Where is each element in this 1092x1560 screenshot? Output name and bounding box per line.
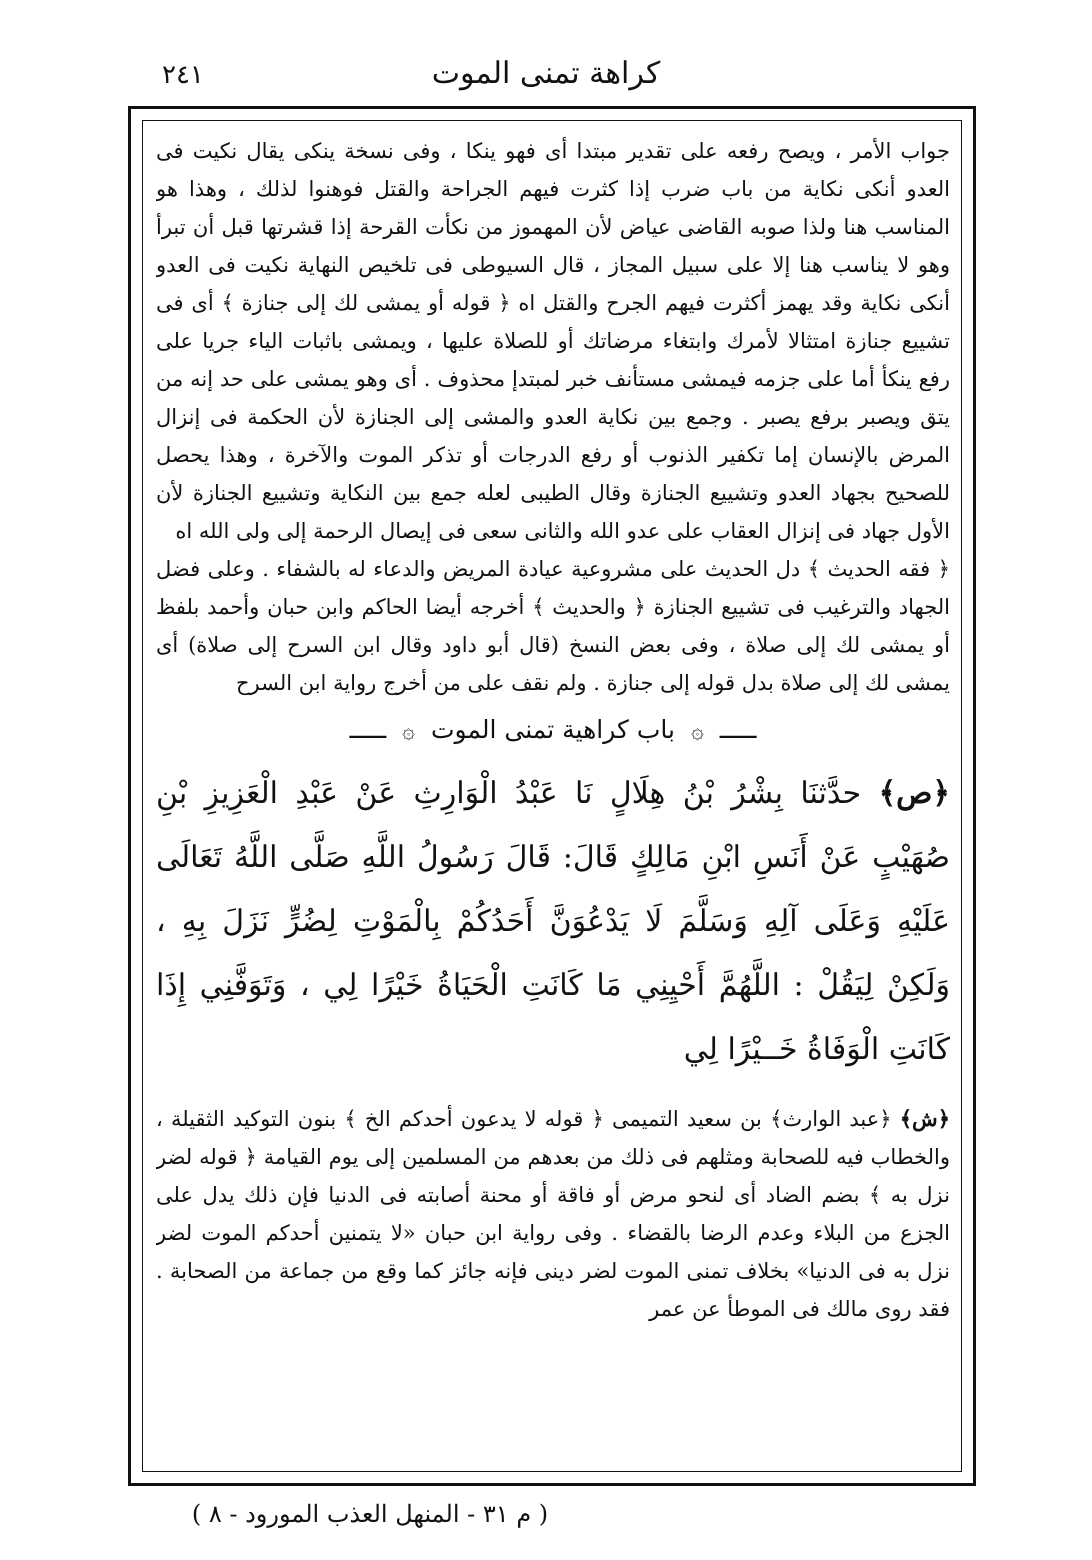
heading-dash-right: ـــــ: [719, 715, 757, 744]
commentary-block: [156, 1100, 950, 1328]
page-body: [156, 132, 950, 1462]
chapter-heading: [156, 706, 950, 756]
hadith-text: حدَّثنَا بِشْرُ بْنُ هِلَالٍ نَا عَبْدُ الْوَارِثِ عَنْ عَبْدِ الْعَزِيزِ بْنِ صُهَيْبٍ عَنْ أَنَسِ ابْنِ مَالِكٍ قَالَ: قَالَ رَسُولُ اللَّهِ صَلَّى اللَّهُ تَعَالَى عَلَيْهِ وَعَلَى آلِهِ وَسَلَّمَ لَا يَدْعُوَنَّ أَحَدُكُمْ بِالْمَوْتِ لِضُرٍّ نَزَلَ بِهِ ، وَلَكِنْ لِيَقُلْ : اللَّهُمَّ أَحْيِنِي مَا كَانَتِ الْحَيَاةُ خَيْرًا لِي ، وَتَوَفَّنِي إِذَا كَانَتِ الْوَفَاةُ خَــيْرًا لِي: [156, 776, 950, 1067]
ornament-icon: ۞: [690, 719, 704, 744]
page-number: ٢٤١: [162, 60, 204, 90]
commentary-label: ﴿ش﴾: [899, 1106, 950, 1131]
hadith-label: ﴿ص﴾: [878, 776, 950, 811]
opening-paragraph: جواب الأمر ، ويصح رفعه على تقدير مبتدا أى فهو ينكا ، وفى نسخة ينكى يقال نكيت فى العدو أنكى نكاية من باب ضرب إذا كثرت فيهم الجراحة والقتل فوهنوا لذلك ، وهذا هو المناسب هنا ولذا صوبه القاضى عياض لأن المهموز من نكأت القرحة إذا قشرتها قبل أن تبرأ وهو لا يناسب هنا إلا على سبيل المجاز ، قال السيوطى فى تلخيص النهاية نكيت فى العدو أنكى نكاية وقد يهمز أكثرت فيهم الجرح والقتل اه ﴿ قوله أو يمشى لك إلى جنازة ﴾ أى فى تشييع جنازة امتثالا لأمرك وابتغاء مرضاتك أو للصلاة عليها ، ويمشى باثبات الياء جريا على رفع ينكأ أما على جزمه فيمشى مستأنف خبر لمبتدإ محذوف . أى وهو يمشى على حد إنه من يتق ويصبر برفع يصبر . وجمع بين نكاية العدو والمشى إلى الجنازة لأن الحكمة فى إنزال المرض بالإنسان إما تكفير الذنوب أو رفع الدرجات أو تذكر الموت والآخرة ، وهذا يحصل للصحيح بجهاد العدو وتشييع الجنازة وقال الطيبى لعله جمع بين النكاية وتشييع الجنازة لأن الأول جهاد فى إنزال العقاب على عدو الله والثانى سعى فى إيصال الرحمة إلى ولى الله اه: [156, 139, 950, 543]
chapter-title: باب كراهية تمنى الموت: [431, 715, 675, 744]
page-header: [150, 50, 942, 100]
ornament-icon: ۞: [402, 719, 416, 744]
signature-footer: ( م ٣١ - المنهل العذب المورود - ٨ ): [191, 1500, 549, 1528]
heading-dash-left: ـــــ: [349, 715, 387, 744]
fiqh-paragraph: ﴿ فقه الحديث ﴾ دل الحديث على مشروعية عيادة المريض والدعاء له بالشفاء . وعلى فضل الجهاد والترغيب فى تشييع الجنازة ﴿ والحديث ﴾ أخرجه أيضا الحاكم وابن حبان وأحمد بلفظ أو يمشى لك إلى صلاة ، وفى بعض النسخ (قال أبو داود وقال ابن السرح إلى صلاة) أى يمشى لك إلى صلاة بدل قوله إلى جنازة . ولم نقف على من أخرج رواية ابن السرح: [156, 557, 950, 695]
running-title: كراهة تمنى الموت: [431, 56, 661, 91]
commentary-text: ﴿عبد الوارث﴾ بن سعيد التميمى ﴿ قوله لا يدعون أحدكم الخ ﴾ بنون التوكيد الثقيلة ، والخطاب فيه للصحابة ومثلهم فى ذلك من بعدهم من المسلمين إلى يوم القيامة ﴿ قوله لضر نزل به ﴾ بضم الضاد أى لنحو مرض أو فاقة أو محنة أصابته فى الدنيا فإن ذلك يدل على الجزع من البلاء وعدم الرضا بالقضاء . وفى رواية ابن حبان «لا يتمنين أحدكم الموت لضر نزل به فى الدنيا» بخلاف تمنى الموت لضر دينى فإنه جائز كما وقع من جماعة من الصحابة . فقد روى مالك فى الموطأ عن عمر: [156, 1107, 950, 1321]
hadith-text-block: [156, 762, 950, 1082]
